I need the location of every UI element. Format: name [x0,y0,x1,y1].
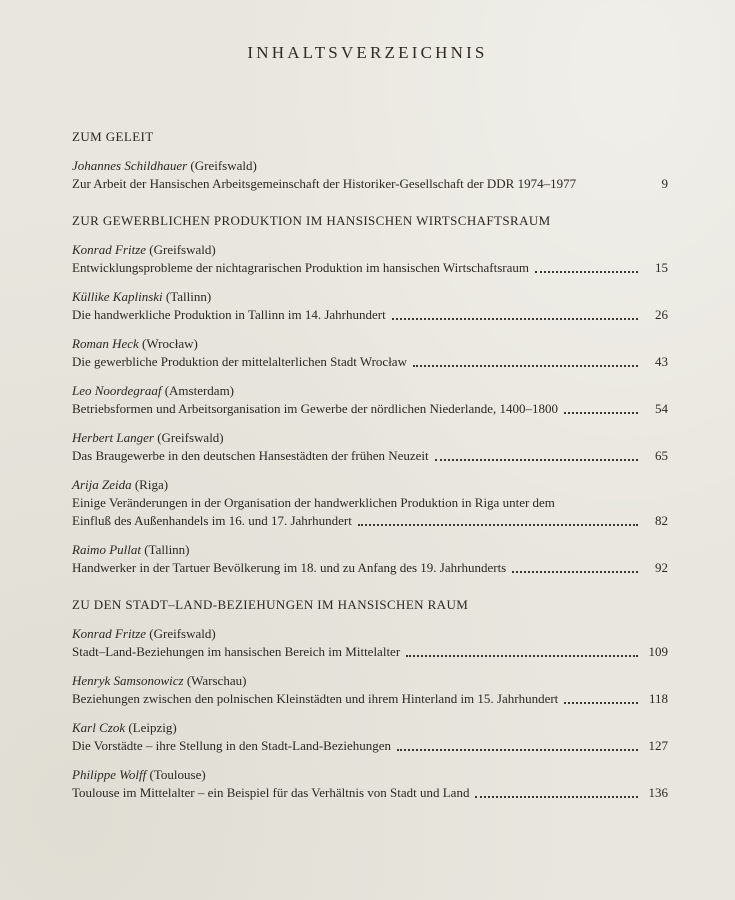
dot-leader [406,655,638,657]
entry-title: Toulouse im Mittelalter – ein Beispiel für das Verhältnis von Stadt und Land [72,785,470,800]
title-row [72,447,668,465]
author-name: Konrad Fritze [72,242,147,257]
page-number: 65 [655,448,668,463]
entry-title: Betriebsformen und Arbeitsorganisation im Gewerbe der nördlichen Niederlande, 1400–1800 [72,401,559,416]
title-row [72,353,668,371]
author-name: Philippe Wolff [72,767,147,782]
author-line [72,476,668,494]
author-line [72,541,668,559]
page-number: 109 [648,644,668,659]
author-line [72,157,668,175]
page-number: 127 [648,738,668,753]
page-number: 82 [655,513,668,528]
title-row [72,784,668,802]
author-name: Leo Noordegraaf [72,383,162,398]
toc-entry[interactable] [72,157,668,193]
author-line [72,335,668,353]
author-name: Raimo Pullat [72,542,141,557]
author-name: Johannes Schildhauer [72,158,188,173]
author-line [72,625,668,643]
author-name: Karl Czok [72,720,126,735]
page-title: INHALTSVERZEICHNIS [247,43,488,62]
section-heading: ZU DEN STADT–LAND-BEZIEHUNGEN IM HANSISCHEN RAUM [72,597,469,612]
dot-leader [535,271,638,273]
dot-leader [413,365,638,367]
section-heading: ZUM GELEIT [72,129,154,144]
page-number: 136 [648,785,668,800]
dot-leader [475,796,638,798]
author-place: (Riga) [134,477,169,492]
entry-title-first-line: Einige Veränderungen in der Organisation der handwerklichen Produktion in Riga unter dem [72,495,555,510]
author-name: Henryk Samsonowicz [72,673,184,688]
author-line [72,429,668,447]
title-row [72,559,668,577]
title-row [72,306,668,324]
entry-title: Stadt–Land-Beziehungen im hansischen Bereich im Mittelalter [72,644,401,659]
toc-entry[interactable] [72,766,668,802]
entry-title: Das Braugewerbe in den deutschen Hansestädten der frühen Neuzeit [72,448,429,463]
author-line [72,766,668,784]
title-row [72,690,668,708]
author-place: (Greifswald) [157,430,224,445]
author-place: (Leipzig) [128,720,177,735]
author-name: Herbert Langer [72,430,154,445]
author-place: (Tallinn) [165,289,212,304]
author-place: (Greifswald) [149,242,216,257]
page-number: 54 [655,401,668,416]
toc-section [72,594,668,802]
title-row [72,643,668,661]
page-number: 92 [655,560,668,575]
author-line [72,672,668,690]
entry-title: Die Vorstädte – ihre Stellung in den Stadt-Land-Beziehungen [72,738,392,753]
dot-leader [564,702,638,704]
toc-entry[interactable] [72,672,668,708]
toc-entry[interactable] [72,335,668,371]
author-place: (Tallinn) [144,542,190,557]
page-number: 26 [655,307,668,322]
entry-title: Handwerker in der Tartuer Bevölkerung im 18. und zu Anfang des 19. Jahrhunderts [72,560,507,575]
toc-entry[interactable] [72,288,668,324]
entry-title: Entwicklungsprobleme der nichtagrarischen Produktion im hansischen Wirtschaftsraum [72,260,530,275]
dot-leader [392,318,638,320]
dot-leader [435,459,638,461]
entry-title: Die handwerkliche Produktion in Tallinn im 14. Jahrhundert [72,307,386,322]
author-line [72,719,668,737]
author-place: (Greifswald) [149,626,216,641]
title-row [72,400,668,418]
author-line [72,382,668,400]
author-name: Konrad Fritze [72,626,147,641]
title-row [72,512,668,530]
author-place: (Warschau) [186,673,247,688]
title-row [72,737,668,755]
toc-entry[interactable] [72,625,668,661]
author-line [72,288,668,306]
section-heading: ZUR GEWERBLICHEN PRODUKTION IM HANSISCHEN WIRTSCHAFTSRAUM [72,213,551,228]
author-place: (Amsterdam) [164,383,235,398]
dot-leader [358,524,638,526]
page-number: 15 [655,260,668,275]
toc-entry[interactable] [72,719,668,755]
toc-section [72,210,668,577]
title-row-first [72,494,668,512]
dot-leader [564,412,638,414]
toc-entry[interactable] [72,541,668,577]
page-number: 118 [648,691,668,706]
entry-title: Einfluß des Außenhandels im 16. und 17. Jahrhundert [72,513,352,528]
dot-leader [397,749,638,751]
entry-title: Beziehungen zwischen den polnischen Kleinstädten und ihrem Hinterland im 15. Jahrhundert [72,691,559,706]
title-row [72,259,668,277]
author-name: Arija Zeida [72,477,132,492]
author-place: (Greifswald) [190,158,257,173]
entry-title: Die gewerbliche Produktion der mittelalterlichen Stadt Wrocław [72,354,407,369]
table-of-contents [72,126,668,819]
author-name: Roman Heck [72,336,139,351]
dot-leader [512,571,638,573]
page-number: 9 [661,176,668,191]
toc-entry[interactable] [72,476,668,530]
author-name: Küllike Kaplinski [72,289,163,304]
toc-entry[interactable] [72,382,668,418]
title-row [72,175,668,193]
toc-section [72,126,668,193]
page-number: 43 [655,354,668,369]
author-place: (Toulouse) [149,767,206,782]
author-place: (Wrocław) [142,336,198,351]
toc-entry[interactable] [72,241,668,277]
author-line [72,241,668,259]
entry-title: Zur Arbeit der Hansischen Arbeitsgemeinschaft der Historiker-Gesellschaft der DDR 1974–1977 [72,176,577,191]
toc-entry[interactable] [72,429,668,465]
